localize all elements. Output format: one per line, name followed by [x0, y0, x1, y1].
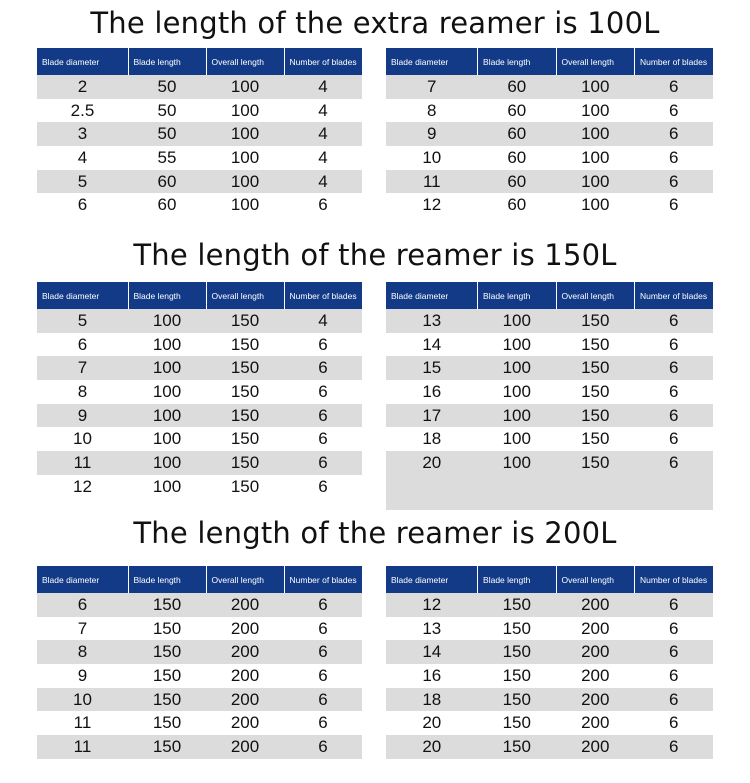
table-row	[37, 309, 362, 333]
table-150l-right	[386, 282, 713, 510]
table-cell: 6	[284, 404, 362, 428]
table-cell: 4	[284, 309, 362, 333]
table-cell: 6	[634, 735, 713, 759]
table-cell: 100	[128, 404, 206, 428]
column-header: Blade length	[128, 566, 206, 593]
table-cell: 11	[37, 451, 128, 475]
column-header: Blade diameter	[386, 566, 478, 593]
table-row	[37, 146, 362, 170]
table-row	[37, 427, 362, 451]
table-header-row	[37, 48, 362, 75]
table-cell: 14	[386, 333, 478, 357]
table-200l-left	[37, 566, 362, 759]
table-cell: 150	[478, 593, 556, 617]
table-cell: 100	[556, 99, 634, 123]
table-cell: 150	[128, 640, 206, 664]
column-header: Blade diameter	[386, 48, 478, 75]
table-cell: 150	[556, 427, 634, 451]
column-header: Number of blades	[284, 48, 362, 75]
table-cell: 10	[37, 427, 128, 451]
table-cell: 20	[386, 711, 478, 735]
table-cell: 50	[128, 99, 206, 123]
table-row	[386, 309, 713, 333]
table-row	[37, 333, 362, 357]
column-header: Overall length	[206, 566, 284, 593]
table-cell: 9	[386, 122, 478, 146]
table-row	[386, 735, 713, 759]
table-cell: 4	[284, 75, 362, 99]
table-row	[386, 99, 713, 123]
table-cell: 12	[37, 475, 128, 499]
table-cell: 100	[206, 170, 284, 194]
table-cell: 3	[37, 122, 128, 146]
table-cell: 6	[284, 593, 362, 617]
table-cell: 150	[556, 451, 634, 475]
table-row	[386, 688, 713, 712]
table-row	[386, 75, 713, 99]
table-cell: 6	[634, 380, 713, 404]
table-cell: 100	[206, 99, 284, 123]
table-cell: 6	[284, 427, 362, 451]
table-cell: 6	[37, 333, 128, 357]
column-header: Number of blades	[284, 566, 362, 593]
table-cell: 150	[556, 356, 634, 380]
table-row	[37, 640, 362, 664]
table-cell: 100	[206, 75, 284, 99]
table-100l-left	[37, 48, 362, 217]
table-cell: 150	[206, 309, 284, 333]
table-cell: 16	[386, 380, 478, 404]
table-cell: 2.5	[37, 99, 128, 123]
table-cell: 6	[634, 333, 713, 357]
table-cell: 200	[206, 617, 284, 641]
table-cell: 150	[128, 617, 206, 641]
table-cell: 10	[386, 146, 478, 170]
table-row	[37, 711, 362, 735]
table-100l-right	[386, 48, 713, 217]
table-cell: 100	[556, 170, 634, 194]
table-cell: 6	[284, 735, 362, 759]
table-cell: 16	[386, 664, 478, 688]
table-header-row	[386, 48, 713, 75]
table-cell: 200	[556, 688, 634, 712]
column-header: Blade diameter	[37, 282, 128, 309]
table-cell: 200	[206, 711, 284, 735]
table-cell: 200	[556, 664, 634, 688]
table-cell: 11	[37, 711, 128, 735]
table-cell: 13	[386, 617, 478, 641]
table-150l-left	[37, 282, 362, 499]
table-cell: 6	[634, 99, 713, 123]
table-cell: 60	[478, 75, 556, 99]
table-cell: 150	[206, 356, 284, 380]
table-cell: 100	[478, 451, 556, 475]
table-row	[386, 451, 713, 475]
table-row	[386, 664, 713, 688]
table-cell: 100	[128, 380, 206, 404]
table-200l-right	[386, 566, 713, 759]
table-cell: 150	[128, 735, 206, 759]
column-header: Blade length	[478, 566, 556, 593]
table-cell: 6	[634, 404, 713, 428]
table-cell: 150	[128, 688, 206, 712]
table-cell: 6	[284, 356, 362, 380]
table-cell: 6	[284, 640, 362, 664]
table-cell: 14	[386, 640, 478, 664]
table-cell: 100	[206, 146, 284, 170]
table-cell: 150	[556, 380, 634, 404]
table-cell: 5	[37, 170, 128, 194]
table-row	[386, 333, 713, 357]
column-header: Blade diameter	[386, 282, 478, 309]
column-header: Number of blades	[634, 282, 713, 309]
table-cell: 150	[556, 309, 634, 333]
table-cell: 6	[37, 593, 128, 617]
table-cell: 150	[206, 404, 284, 428]
table-cell: 150	[206, 333, 284, 357]
table-row	[37, 451, 362, 475]
table-cell: 60	[478, 193, 556, 217]
table-row	[386, 427, 713, 451]
table-cell: 10	[37, 688, 128, 712]
table-cell: 200	[206, 664, 284, 688]
table-cell: 8	[37, 380, 128, 404]
table-cell: 150	[128, 711, 206, 735]
table-cell: 6	[284, 380, 362, 404]
table-row	[37, 75, 362, 99]
table-cell: 60	[478, 122, 556, 146]
table-cell: 60	[128, 193, 206, 217]
column-header: Number of blades	[634, 48, 713, 75]
table-row	[37, 356, 362, 380]
table-cell: 100	[556, 146, 634, 170]
column-header: Blade length	[478, 282, 556, 309]
table-cell: 200	[206, 735, 284, 759]
table-cell: 6	[634, 427, 713, 451]
table-cell: 100	[206, 193, 284, 217]
table-cell: 200	[556, 735, 634, 759]
table-cell: 9	[37, 664, 128, 688]
table-cell: 4	[284, 170, 362, 194]
table-cell: 6	[634, 146, 713, 170]
table-cell: 60	[478, 146, 556, 170]
table-cell: 200	[556, 711, 634, 735]
table-cell: 100	[128, 309, 206, 333]
table-row	[37, 475, 362, 499]
table-cell: 200	[206, 688, 284, 712]
table-cell: 8	[37, 640, 128, 664]
table-cell: 12	[386, 593, 478, 617]
table-cell: 60	[128, 170, 206, 194]
table-cell: 11	[37, 735, 128, 759]
section-title-100l: The length of the extra reamer is 100L	[90, 6, 660, 40]
table-cell: 150	[478, 640, 556, 664]
column-header: Blade length	[478, 48, 556, 75]
table-cell: 5	[37, 309, 128, 333]
table-cell: 6	[37, 193, 128, 217]
table-cell: 13	[386, 309, 478, 333]
table-cell: 4	[284, 146, 362, 170]
table-cell: 18	[386, 427, 478, 451]
table-cell: 6	[634, 617, 713, 641]
table-cell: 100	[478, 356, 556, 380]
table-cell: 17	[386, 404, 478, 428]
table-row	[37, 99, 362, 123]
table-cell: 7	[386, 75, 478, 99]
table-cell: 100	[478, 309, 556, 333]
table-cell: 6	[284, 664, 362, 688]
table-row	[37, 380, 362, 404]
table-cell: 150	[478, 711, 556, 735]
section-title-200l: The length of the reamer is 200L	[133, 516, 617, 550]
table-cell: 150	[556, 404, 634, 428]
table-cell: 200	[556, 640, 634, 664]
table-cell: 50	[128, 122, 206, 146]
column-header: Blade diameter	[37, 566, 128, 593]
table-cell: 6	[284, 451, 362, 475]
table-cell: 100	[478, 333, 556, 357]
table-cell: 6	[284, 617, 362, 641]
table-cell: 6	[634, 664, 713, 688]
table-cell: 150	[206, 451, 284, 475]
table-row	[37, 688, 362, 712]
table-cell: 50	[128, 75, 206, 99]
table-cell: 100	[556, 193, 634, 217]
column-header: Overall length	[206, 48, 284, 75]
table-cell: 150	[206, 380, 284, 404]
empty-cell	[386, 475, 713, 510]
table-cell: 6	[634, 309, 713, 333]
table-cell: 4	[284, 99, 362, 123]
table-cell: 7	[37, 356, 128, 380]
table-row	[37, 193, 362, 217]
table-cell: 100	[128, 356, 206, 380]
table-row	[37, 122, 362, 146]
column-header: Blade diameter	[37, 48, 128, 75]
table-cell: 200	[206, 593, 284, 617]
column-header: Overall length	[556, 282, 634, 309]
section-title-150l: The length of the reamer is 150L	[133, 238, 617, 272]
table-cell: 200	[206, 640, 284, 664]
table-cell: 6	[284, 711, 362, 735]
table-header-row	[386, 566, 713, 593]
table-cell: 150	[478, 688, 556, 712]
table-cell: 100	[478, 427, 556, 451]
table-cell: 150	[478, 735, 556, 759]
column-header: Number of blades	[634, 566, 713, 593]
table-cell: 60	[478, 99, 556, 123]
table-row	[37, 617, 362, 641]
table-cell: 100	[206, 122, 284, 146]
table-row	[37, 664, 362, 688]
table-cell: 6	[634, 711, 713, 735]
table-row	[386, 640, 713, 664]
table-cell: 100	[128, 451, 206, 475]
table-cell: 100	[128, 427, 206, 451]
table-cell: 100	[128, 475, 206, 499]
column-header: Number of blades	[284, 282, 362, 309]
table-cell: 100	[478, 404, 556, 428]
table-cell: 6	[284, 333, 362, 357]
table-row	[386, 711, 713, 735]
table-cell: 20	[386, 735, 478, 759]
table-cell: 100	[478, 380, 556, 404]
table-cell: 150	[128, 664, 206, 688]
table-cell: 150	[206, 427, 284, 451]
table-row	[37, 735, 362, 759]
table-row	[386, 170, 713, 194]
table-row	[386, 356, 713, 380]
table-header-row	[37, 282, 362, 309]
table-header-row	[37, 566, 362, 593]
table-cell: 200	[556, 617, 634, 641]
table-cell: 150	[478, 664, 556, 688]
table-cell: 100	[556, 122, 634, 146]
column-header: Blade length	[128, 282, 206, 309]
table-cell: 150	[206, 475, 284, 499]
table-row	[37, 170, 362, 194]
column-header: Overall length	[556, 566, 634, 593]
table-cell: 6	[634, 170, 713, 194]
table-row	[386, 617, 713, 641]
table-cell: 15	[386, 356, 478, 380]
table-cell: 9	[37, 404, 128, 428]
table-cell: 150	[478, 617, 556, 641]
table-cell: 6	[634, 356, 713, 380]
table-cell: 6	[634, 640, 713, 664]
table-row	[386, 193, 713, 217]
table-row	[386, 146, 713, 170]
table-row	[386, 122, 713, 146]
table-cell: 150	[128, 593, 206, 617]
column-header: Overall length	[206, 282, 284, 309]
table-cell: 7	[37, 617, 128, 641]
table-row	[386, 380, 713, 404]
table-cell: 200	[556, 593, 634, 617]
table-cell: 2	[37, 75, 128, 99]
table-cell: 6	[634, 75, 713, 99]
table-row	[386, 593, 713, 617]
table-cell: 150	[556, 333, 634, 357]
table-header-row	[386, 282, 713, 309]
table-cell: 12	[386, 193, 478, 217]
table-cell: 6	[634, 122, 713, 146]
table-cell: 4	[37, 146, 128, 170]
table-row	[37, 593, 362, 617]
table-cell: 4	[284, 122, 362, 146]
table-cell: 8	[386, 99, 478, 123]
table-row	[37, 404, 362, 428]
empty-row	[386, 475, 713, 510]
table-cell: 100	[556, 75, 634, 99]
table-row	[386, 404, 713, 428]
table-cell: 6	[634, 193, 713, 217]
table-cell: 6	[634, 593, 713, 617]
table-cell: 60	[478, 170, 556, 194]
table-cell: 100	[128, 333, 206, 357]
table-cell: 55	[128, 146, 206, 170]
table-cell: 6	[284, 475, 362, 499]
table-cell: 18	[386, 688, 478, 712]
column-header: Overall length	[556, 48, 634, 75]
column-header: Blade length	[128, 48, 206, 75]
table-cell: 6	[634, 688, 713, 712]
table-cell: 6	[284, 193, 362, 217]
table-cell: 11	[386, 170, 478, 194]
table-cell: 6	[284, 688, 362, 712]
table-cell: 6	[634, 451, 713, 475]
table-cell: 20	[386, 451, 478, 475]
